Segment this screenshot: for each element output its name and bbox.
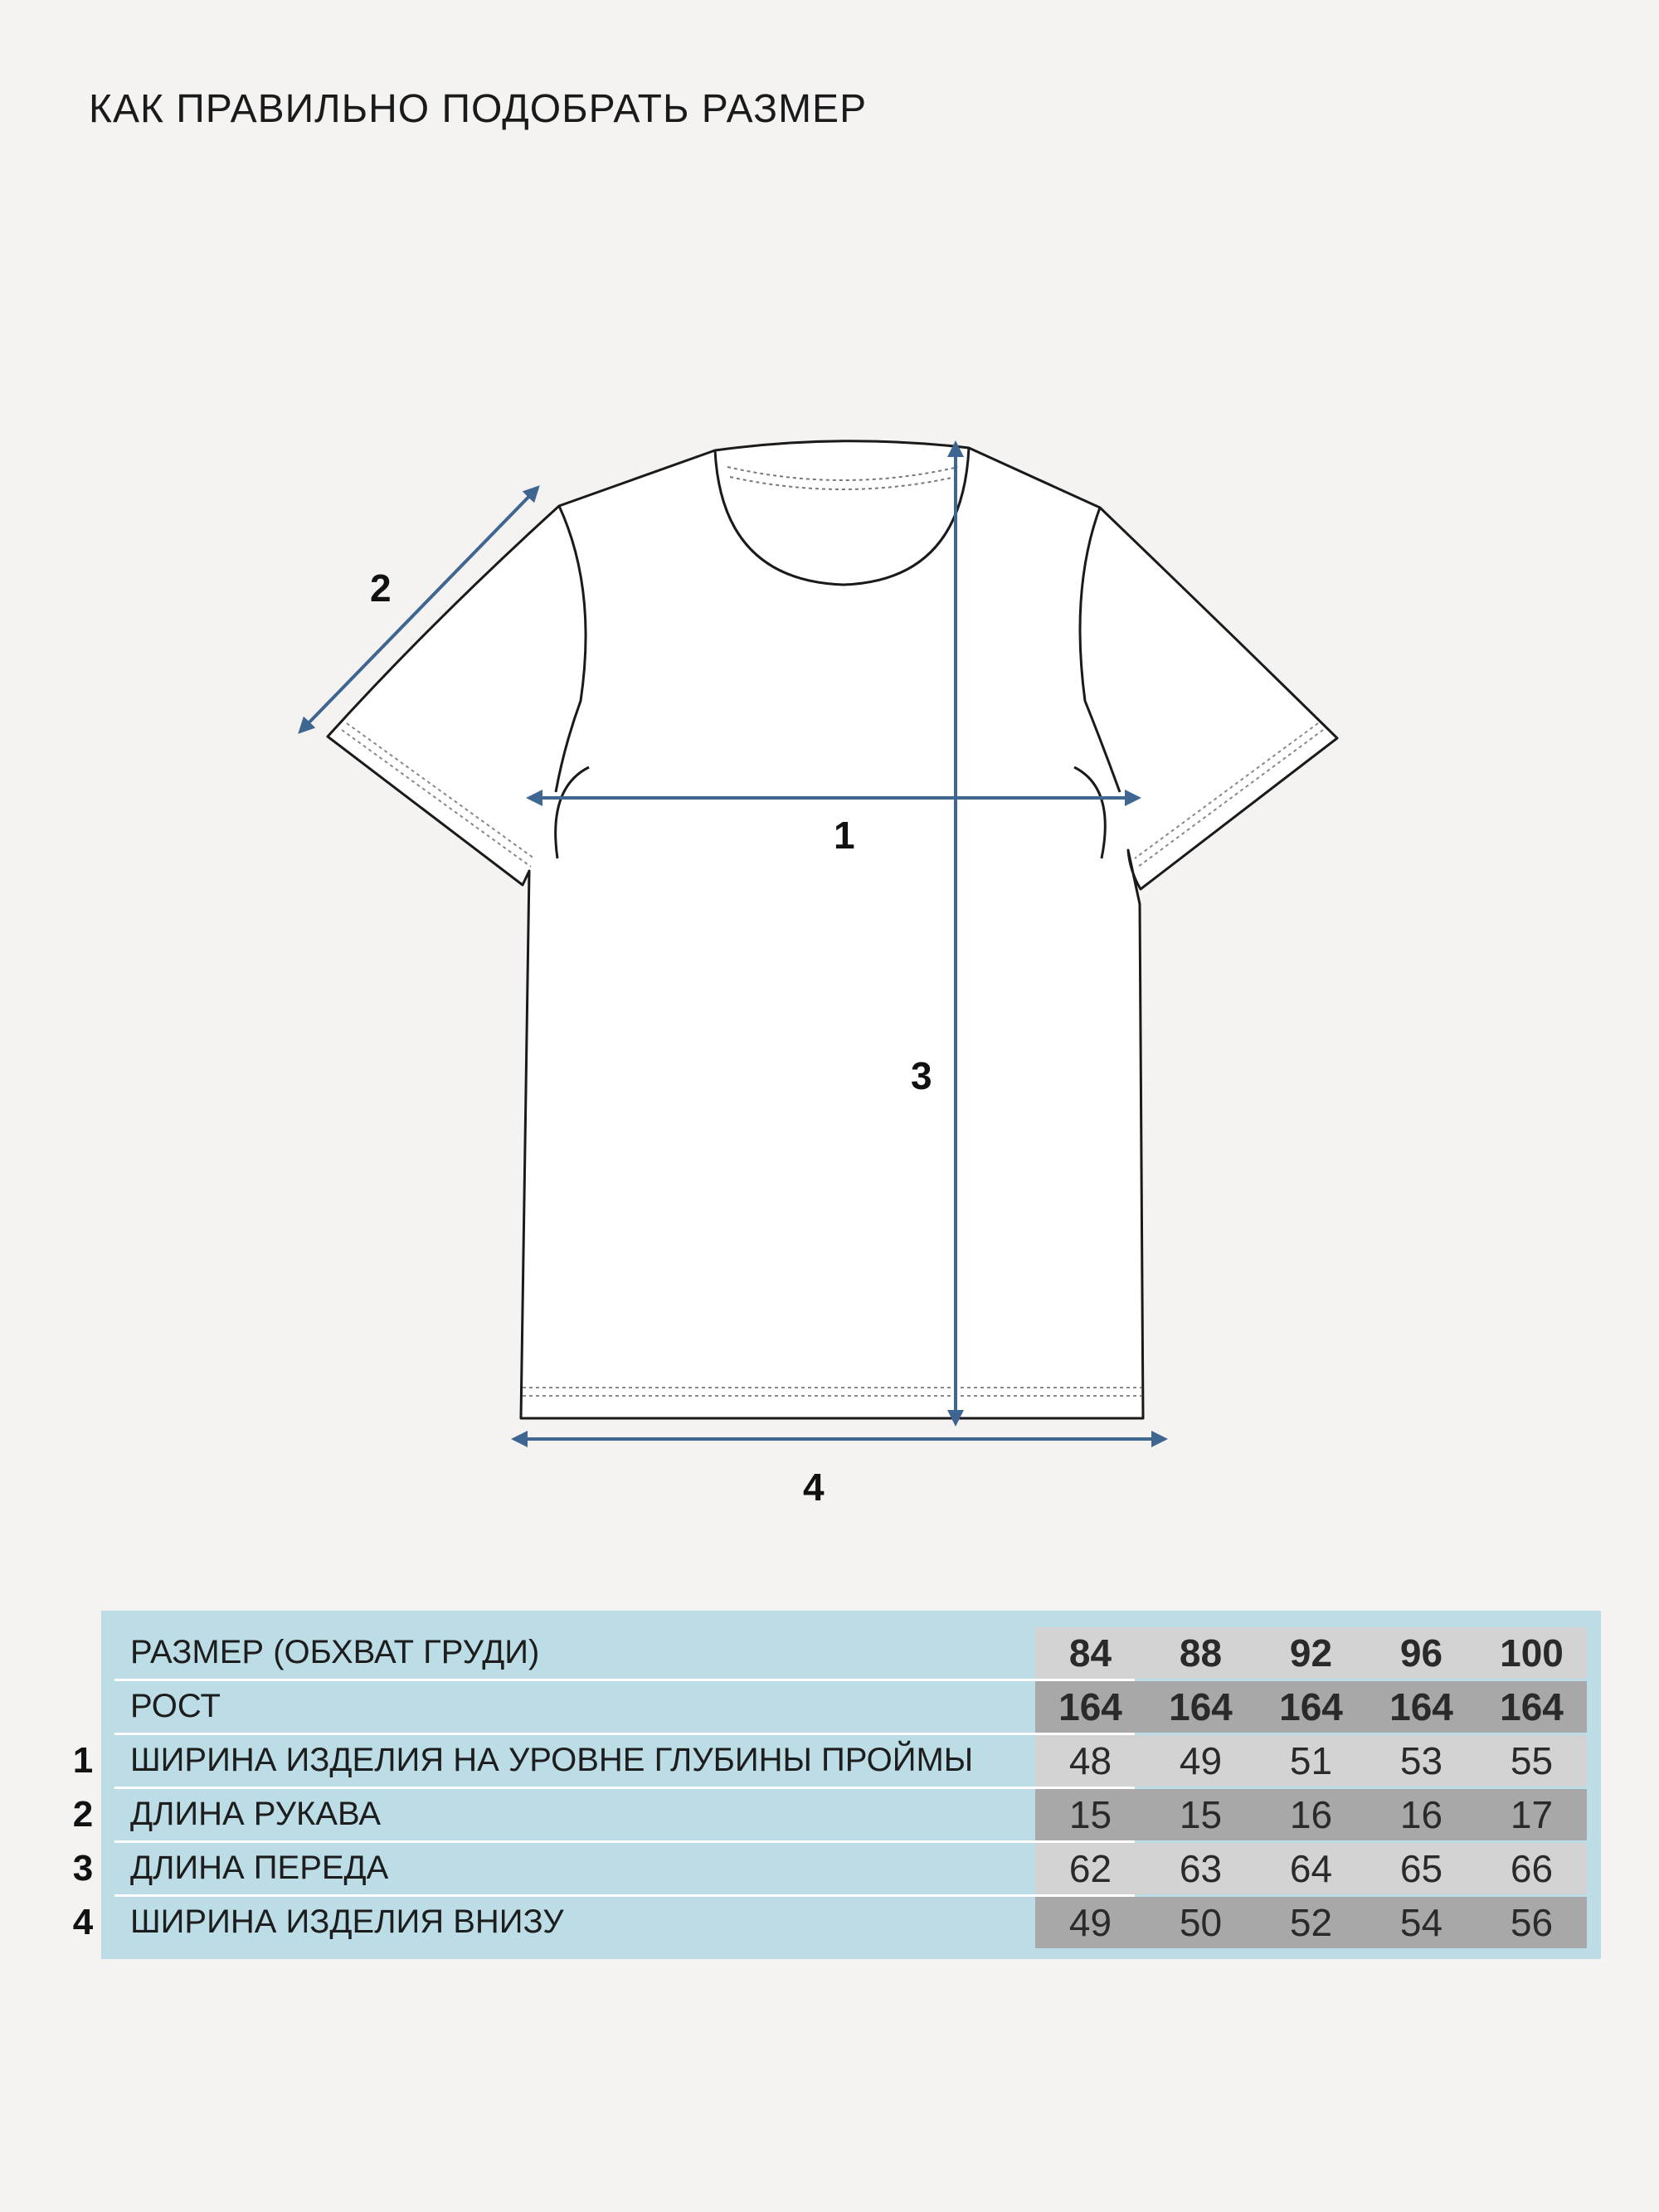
- cell-value: 164: [1058, 1685, 1122, 1728]
- table-row: [72, 1789, 1601, 1843]
- cell-value: 164: [1279, 1685, 1343, 1728]
- cell-value: 17: [1510, 1793, 1554, 1836]
- row-values: [1035, 1735, 1587, 1787]
- cell-value: 52: [1289, 1901, 1333, 1944]
- row-label: ДЛИНА ПЕРЕДА: [130, 1850, 389, 1886]
- cell-value: 16: [1289, 1793, 1333, 1836]
- cell-value: 164: [1169, 1685, 1233, 1728]
- table-row: [72, 1843, 1601, 1897]
- size-table: [72, 1611, 1601, 1959]
- cell-value: 15: [1068, 1793, 1112, 1836]
- row-number: 2: [72, 1794, 94, 1835]
- cell-value: 88: [1179, 1631, 1223, 1675]
- cell-value: 62: [1068, 1847, 1112, 1890]
- dim-label-3: 3: [911, 1054, 932, 1097]
- row-values: [1035, 1789, 1587, 1840]
- row-number: 3: [72, 1848, 94, 1889]
- cell-value: 96: [1399, 1631, 1443, 1675]
- row-label: ШИРИНА ИЗДЕЛИЯ НА УРОВНЕ ГЛУБИНЫ ПРОЙМЫ: [130, 1742, 974, 1778]
- cell-value: 15: [1179, 1793, 1223, 1836]
- cell-value: 49: [1068, 1901, 1112, 1944]
- cell-value: 100: [1500, 1631, 1564, 1675]
- row-label: РАЗМЕР (ОБХВАТ ГРУДИ): [130, 1634, 540, 1670]
- cell-value: 55: [1510, 1739, 1554, 1782]
- row-values: [1035, 1681, 1587, 1733]
- cell-value: 48: [1068, 1739, 1112, 1782]
- table-row: [101, 1627, 1601, 1681]
- dim-label-2: 2: [370, 566, 392, 610]
- row-values: [1035, 1897, 1587, 1948]
- cell-value: 16: [1399, 1793, 1443, 1836]
- cell-value: 51: [1289, 1739, 1333, 1782]
- row-label: ДЛИНА РУКАВА: [130, 1796, 381, 1832]
- cell-value: 66: [1510, 1847, 1554, 1890]
- cell-value: 92: [1289, 1631, 1333, 1675]
- row-values: [1035, 1843, 1587, 1894]
- dim-label-4: 4: [803, 1466, 825, 1509]
- cell-value: 63: [1179, 1847, 1223, 1890]
- row-label: ШИРИНА ИЗДЕЛИЯ ВНИЗУ: [130, 1903, 564, 1940]
- cell-value: 56: [1510, 1901, 1554, 1944]
- cell-value: 65: [1399, 1847, 1443, 1890]
- cell-value: 164: [1500, 1685, 1564, 1728]
- tshirt-outline: [328, 441, 1337, 1418]
- row-number: 4: [72, 1902, 94, 1942]
- dim-label-1: 1: [834, 814, 855, 857]
- cell-value: 164: [1389, 1685, 1453, 1728]
- cell-value: 50: [1179, 1901, 1223, 1944]
- cell-value: 64: [1289, 1847, 1333, 1890]
- table-row: [101, 1681, 1601, 1735]
- row-label: РОСТ: [130, 1688, 221, 1724]
- cell-value: 49: [1179, 1739, 1223, 1782]
- page-title: КАК ПРАВИЛЬНО ПОДОБРАТЬ РАЗМЕР: [89, 87, 868, 131]
- row-number: 1: [72, 1740, 94, 1781]
- cell-value: 84: [1068, 1631, 1112, 1675]
- cell-value: 54: [1399, 1901, 1443, 1944]
- row-values: [1035, 1627, 1587, 1679]
- cell-value: 53: [1399, 1739, 1443, 1782]
- table-row: [72, 1897, 1601, 1951]
- table-row: [72, 1735, 1601, 1789]
